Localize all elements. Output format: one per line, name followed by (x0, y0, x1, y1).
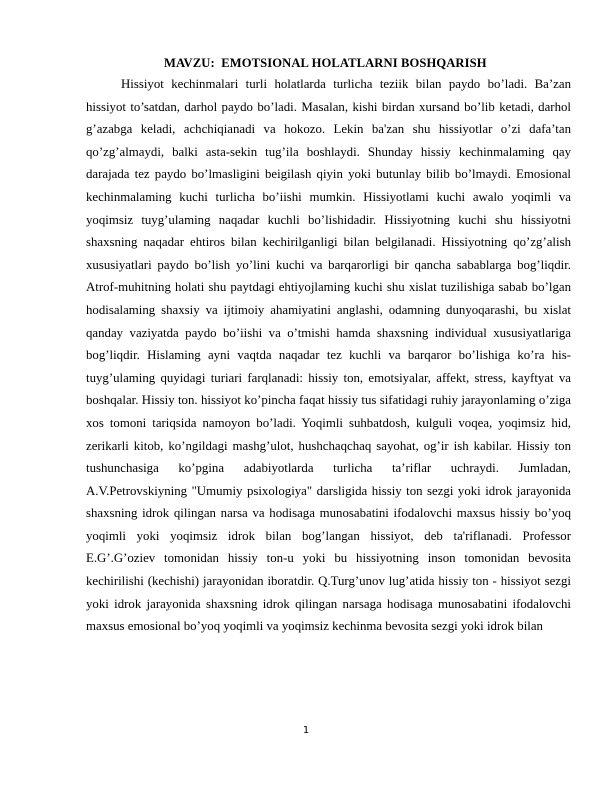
document-title: MAVZU: EMOTSIONAL HOLATLARNI BOSHQARISH (164, 56, 487, 70)
page-number: 1 (302, 725, 310, 736)
body-paragraph: Hissiyot kechinmalari turli holatlarda turlicha teziik bilan paydo bo’ladi. Ba’zan hissiyot to’satdan, darhol paydo bo’ladi. Masalan, kishi birdan xursand bo’lib ketadi, darhol g’azabga keladi, achchiqianadi va hokozo. Lekin ba'zan shu hissiyotlar o’zi dafa’tan qo’zg’almaydi, balki asta-sekin tug’ila boshlaydi. Shunday hissiy kechinmalaming qay darajada tez paydo bo’lmasligini beigilash qiyin yoki butunlay bilib bo’lmaydi. Emosional kechinmalaming kuchi turlicha bo’iishi mumkin. Hissiyotlami kuchi awalo yoqimli va yoqimsiz tuyg’ulaming naqadar kuchli bo’lishidadir. Hissiyotning kuchi shu hissiyotni shaxsning naqadar ehtiros bilan kechirilganligi bilan belgilanadi. Hissiyotning qo’zg’alish xususiyatlari paydo bo’lish yo’lini kuchi va barqarorligi bir qancha sabablarga bog’liqdir. Atrof-muhitning holati shu paytdagi ehtiyojlaming kuchi shu xislat tuzilishiga sabab bo’lgan hodisalaming shaxsiy va ijtimoiy ahamiyatini anglashi, odamning dunyoqarashi, bu xislat qanday vaziyatda paydo bo’iishi va o’tmishi hamda shaxsning individual xususiyatlariga bog’liqdir. Hislaming ayni vaqtda naqadar tez kuchli va barqaror bo’lishiga ko’ra his-tuyg’ulaming quyidagi turiari farqlanadi: hissiy ton, emotsiyalar, affekt, stress, kayftyat va boshqalar. Hissiy ton. hissiyot ko’pincha faqat hissiy tus sifatidagi ruhiy jarayonlaming o’ziga xos tomoni tariqsida namoyon bo’ladi. Yoqimli suhbatdosh, kulguli voqea, yoqimsiz hid, zerikarli kitob, ko’ngildagi mashg’ulot, hushchaqchaq sayohat, og’ir ish kabilar. Hissiy ton tushunchasiga ko’pgina adabiyotlarda turlicha ta’riflar uchraydi. Jumladan, A.V.Petrovskiyning "Umumiy psixologiya" darsligida hissiy ton sezgi yoki idrok jarayonida shaxsning idrok qilingan narsa va hodisaga munosabatini ifodalovchi maxsus hissiy bo’yoq yoqimli yoki yoqimsiz idrok bilan bog’langan hissiyot, deb ta'riflanadi. Professor E.G’.G’oziev tomonidan hissiy ton-u yoki bu hissiyotning inson tomonidan bevosita kechirilishi (kechishi) jarayonidan iboratdir. Q.Turg’unov lug’atida hissiy ton - hissiyot sezgi yoki idrok jarayonida shaxsning idrok qilingan narsaga hodisaga munosabatini ifodalovchi maxsus emosional bo’yoq yoqimli va yoqimsiz kechinma bevosita sezgi yoki idrok bilan (86, 77, 571, 634)
document-page (86, 54, 571, 638)
